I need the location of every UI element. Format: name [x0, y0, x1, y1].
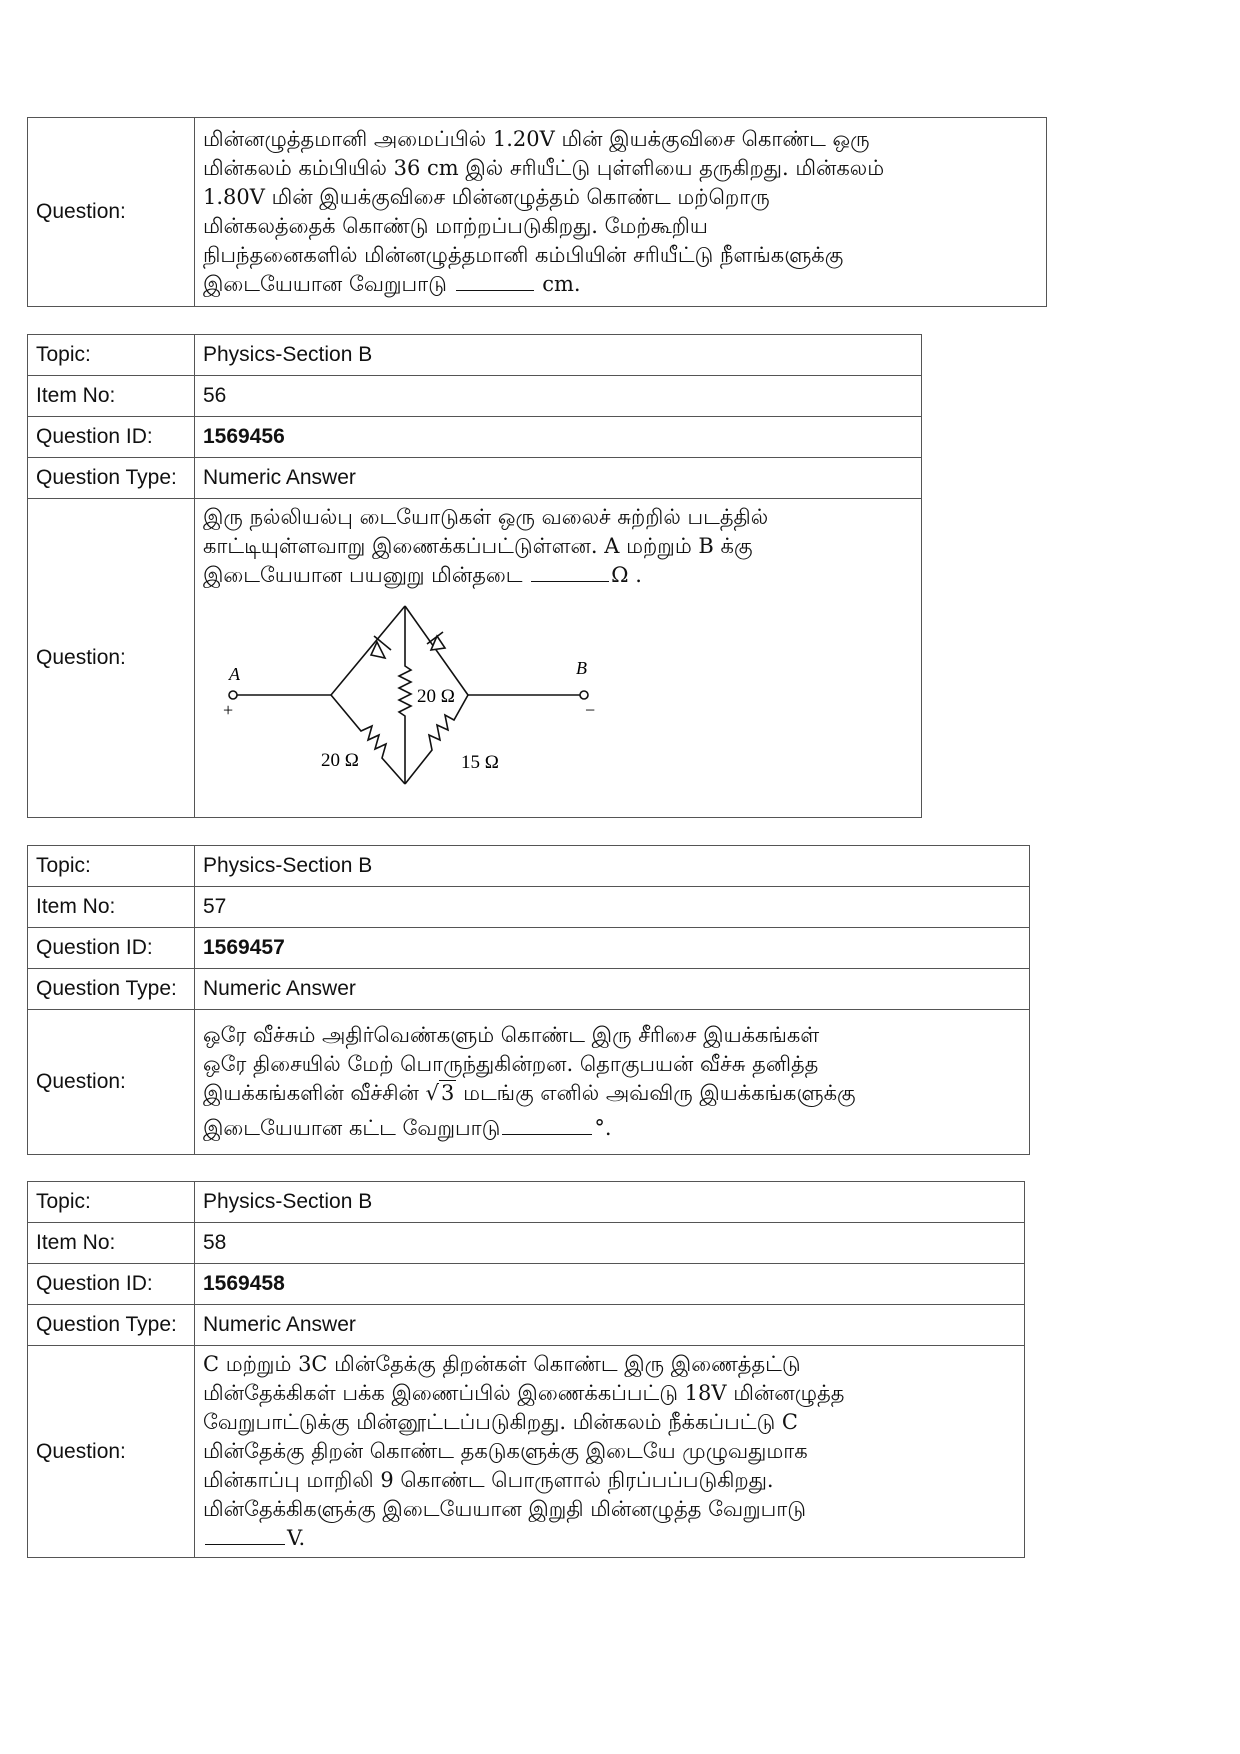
question-line-start: இடையேயான பயனுறு மின்தடை: [203, 563, 523, 587]
question-label: Question:: [28, 1010, 195, 1155]
answer-blank: [456, 289, 534, 291]
question-line: C மற்றும் 3C மின்தேக்கு திறன்கள் கொண்ட இரு இணைத்தட்டு: [203, 1352, 801, 1376]
question-type-value: Numeric Answer: [195, 458, 922, 499]
question-type-label: Question Type:: [28, 1305, 195, 1346]
question-line: மின்னழுத்தமானி அமைப்பில் 1.20V மின் இயக்குவிசை கொண்ட ஒரு: [203, 127, 870, 151]
diode-2: [431, 636, 445, 650]
question-line-start: இடையேயான வேறுபாடு: [203, 272, 447, 296]
r-middle-label: 20 Ω: [417, 686, 455, 707]
item-no-value: 56: [195, 376, 922, 417]
question-label: Question:: [28, 1346, 195, 1558]
question-line: வேறுபாட்டுக்கு மின்னூட்டப்படுகிறது. மின்கலம் நீக்கப்பட்டு C: [203, 1410, 798, 1434]
item-no-label: Item No:: [28, 1223, 195, 1264]
unit-text: V.: [287, 1526, 306, 1550]
terminal-a: [229, 691, 237, 699]
resistor-middle: [399, 606, 411, 784]
answer-blank: [205, 1543, 285, 1545]
topic-label: Topic:: [28, 1182, 195, 1223]
topic-value: Physics-Section B: [195, 335, 922, 376]
item-no-label: Item No:: [28, 376, 195, 417]
question-line: மின்காப்பு மாறிலி 9 கொண்ட பொருளால் நிரப்பப்படுகிறது.: [203, 1468, 774, 1492]
sqrt-expression: √3: [425, 1081, 455, 1105]
terminal-b: [580, 691, 588, 699]
upper-right-branch: [405, 606, 468, 695]
question-id-label: Question ID:: [28, 928, 195, 969]
question-line: ஒரே வீச்சும் அதிர்வெண்களும் கொண்ட இரு சீரிசை இயக்கங்கள்: [203, 1023, 820, 1047]
answer-blank: [531, 580, 609, 582]
question-line-start: இயக்கங்களின் வீச்சின்: [203, 1081, 419, 1105]
question-line: மின்கலத்தைக் கொண்டு மாற்றப்படுகிறது. மேற்கூறிய: [203, 214, 708, 238]
topic-value: Physics-Section B: [195, 846, 1030, 887]
question-type-value: Numeric Answer: [195, 969, 1030, 1010]
question-line: காட்டியுள்ளவாறு இணைக்கப்பட்டுள்ளன. A மற்றும் B க்கு: [203, 534, 753, 558]
unit-text: cm.: [542, 272, 581, 296]
r-bottom-right-label: 15 Ω: [461, 752, 499, 773]
question-type-label: Question Type:: [28, 969, 195, 1010]
unit-text: °.: [594, 1116, 612, 1140]
question-label: Question:: [28, 499, 195, 818]
question-table-56: [27, 334, 922, 818]
question-id-value: 1569457: [195, 928, 1030, 969]
question-type-label: Question Type:: [28, 458, 195, 499]
question-line: மின்தேக்கு திறன் கொண்ட தகடுகளுக்கு இடையே முழுவதுமாக: [203, 1439, 808, 1463]
question-table-57: [27, 845, 1030, 1155]
question-id-value: 1569458: [195, 1264, 1025, 1305]
question-line: இரு நல்லியல்பு டையோடுகள் ஒரு வலைச் சுற்றில் படத்தில்: [203, 505, 769, 529]
question-line-end: மடங்கு எனில் அவ்விரு இயக்கங்களுக்கு: [463, 1081, 856, 1105]
question-line-last: [203, 1524, 1016, 1553]
question-text: [195, 118, 1047, 307]
question-text: [195, 499, 922, 818]
circuit-diagram: [223, 598, 643, 808]
question-id-label: Question ID:: [28, 417, 195, 458]
question-text: [195, 1010, 1030, 1155]
topic-value: Physics-Section B: [195, 1182, 1025, 1223]
node-b-label: B: [576, 658, 587, 678]
minus-sign: −: [585, 700, 596, 720]
item-no-value: 57: [195, 887, 1030, 928]
r-bottom-left-label: 20 Ω: [321, 750, 359, 771]
question-id-value: 1569456: [195, 417, 922, 458]
question-line: ஒரே திசையில் மேற் பொருந்துகின்றன. தொகுபயன் வீச்சு தனித்த: [203, 1052, 819, 1076]
question-table-55: [27, 117, 1047, 307]
question-line: மின்கலம் கம்பியில் 36 cm இல் சரியீட்டு புள்ளியை தருகிறது. மின்கலம்: [203, 156, 885, 180]
topic-label: Topic:: [28, 846, 195, 887]
question-line: மின்தேக்கிகளுக்கு இடையேயான இறுதி மின்னழுத்த வேறுபாடு: [203, 1497, 807, 1521]
question-line: நிபந்தனைகளில் மின்னழுத்தமானி கம்பியின் சரியீட்டு நீளங்களுக்கு: [203, 243, 844, 267]
item-no-label: Item No:: [28, 887, 195, 928]
question-table-58: [27, 1181, 1025, 1558]
question-line-start: இடையேயான கட்ட வேறுபாடு: [203, 1116, 501, 1140]
topic-label: Topic:: [28, 335, 195, 376]
sqrt-radicand: 3: [441, 1081, 455, 1105]
question-line: [203, 1079, 1021, 1108]
plus-sign: +: [223, 700, 234, 720]
question-label: Question:: [28, 118, 195, 307]
node-a-label: A: [229, 664, 240, 684]
unit-text: Ω .: [611, 563, 642, 587]
answer-blank: [502, 1133, 592, 1135]
question-line: மின்தேக்கிகள் பக்க இணைப்பில் இணைக்கப்பட்டு 18V மின்னழுத்த: [203, 1381, 845, 1405]
question-line: 1.80V மின் இயக்குவிசை மின்னழுத்தம் கொண்ட மற்றொரு: [203, 185, 770, 209]
question-id-label: Question ID:: [28, 1264, 195, 1305]
upper-left-branch: [331, 606, 405, 695]
question-type-value: Numeric Answer: [195, 1305, 1025, 1346]
resistor-bottom-right: [405, 695, 468, 784]
item-no-value: 58: [195, 1223, 1025, 1264]
question-line-last: [203, 270, 1038, 299]
question-text: [195, 1346, 1025, 1558]
question-line-last: [203, 1114, 1021, 1143]
question-line-last: [203, 561, 913, 590]
